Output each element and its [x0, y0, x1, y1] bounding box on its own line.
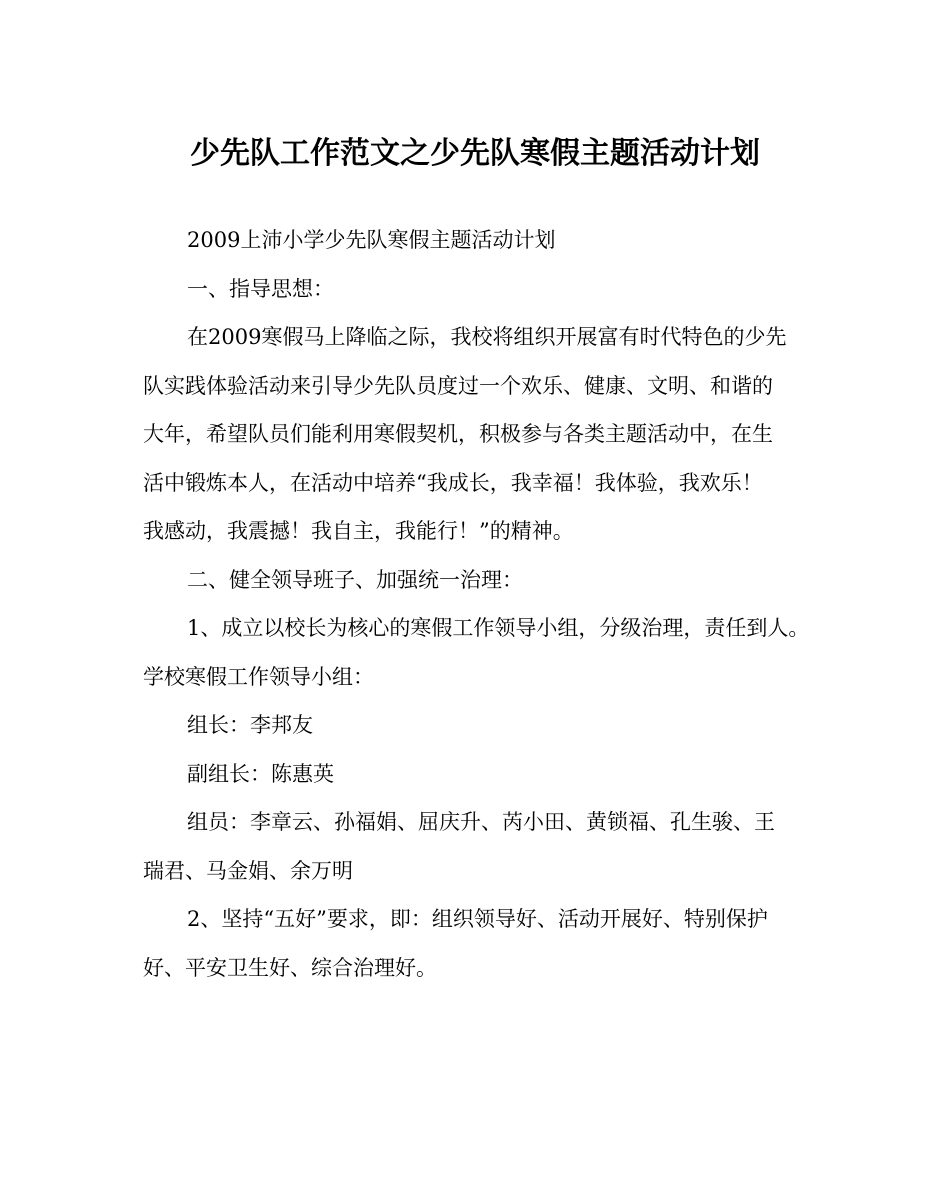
plan-subtitle-line: 2009上沛小学少先队寒假主题活动计划	[187, 228, 556, 252]
paragraph-line: 学校寒假工作领导小组：	[143, 664, 374, 689]
paragraph-line: 1、成立以校长为核心的寒假工作领导小组，分级治理，责任到人。	[187, 616, 810, 640]
paragraph-line: 队实践体验活动来引导少先队员度过一个欢乐、健康、文明、和谐的	[143, 373, 773, 398]
section-heading-guiding-thought: 一、指导思想：	[187, 276, 334, 301]
team-members-line: 组员：李章云、孙福娟、屈庆升、芮小田、黄锁福、孔生骏、王	[187, 810, 775, 834]
team-members-line: 瑞君、马金娟、余万明	[143, 858, 353, 883]
team-leader-line: 组长：李邦友	[187, 713, 313, 737]
document-body	[143, 216, 823, 992]
paragraph-line: 在2009寒假马上降临之际，我校将组织开展富有时代特色的少先	[187, 325, 787, 349]
deputy-leader-line: 副组长：陈惠英	[187, 761, 334, 786]
paragraph-line: 好、平安卫生好、综合治理好。	[143, 955, 437, 980]
paragraph-line: 大年，希望队员们能利用寒假契机，积极参与各类主题活动中，在生	[143, 422, 773, 446]
paragraph-line: 活中锻炼本人，在活动中培养“我成长，我幸福！我体验，我欢乐！	[143, 470, 763, 495]
section-heading-leadership: 二、健全领导班子、加强统一治理：	[187, 567, 523, 592]
paragraph-line: 2、坚持“五好”要求，即：组织领导好、活动开展好、特别保护	[187, 907, 768, 931]
document-title: 少先队工作范文之少先队寒假主题活动计划	[190, 136, 760, 171]
paragraph-line: 我感动，我震撼！我自主，我能行！”的精神。	[143, 519, 574, 543]
